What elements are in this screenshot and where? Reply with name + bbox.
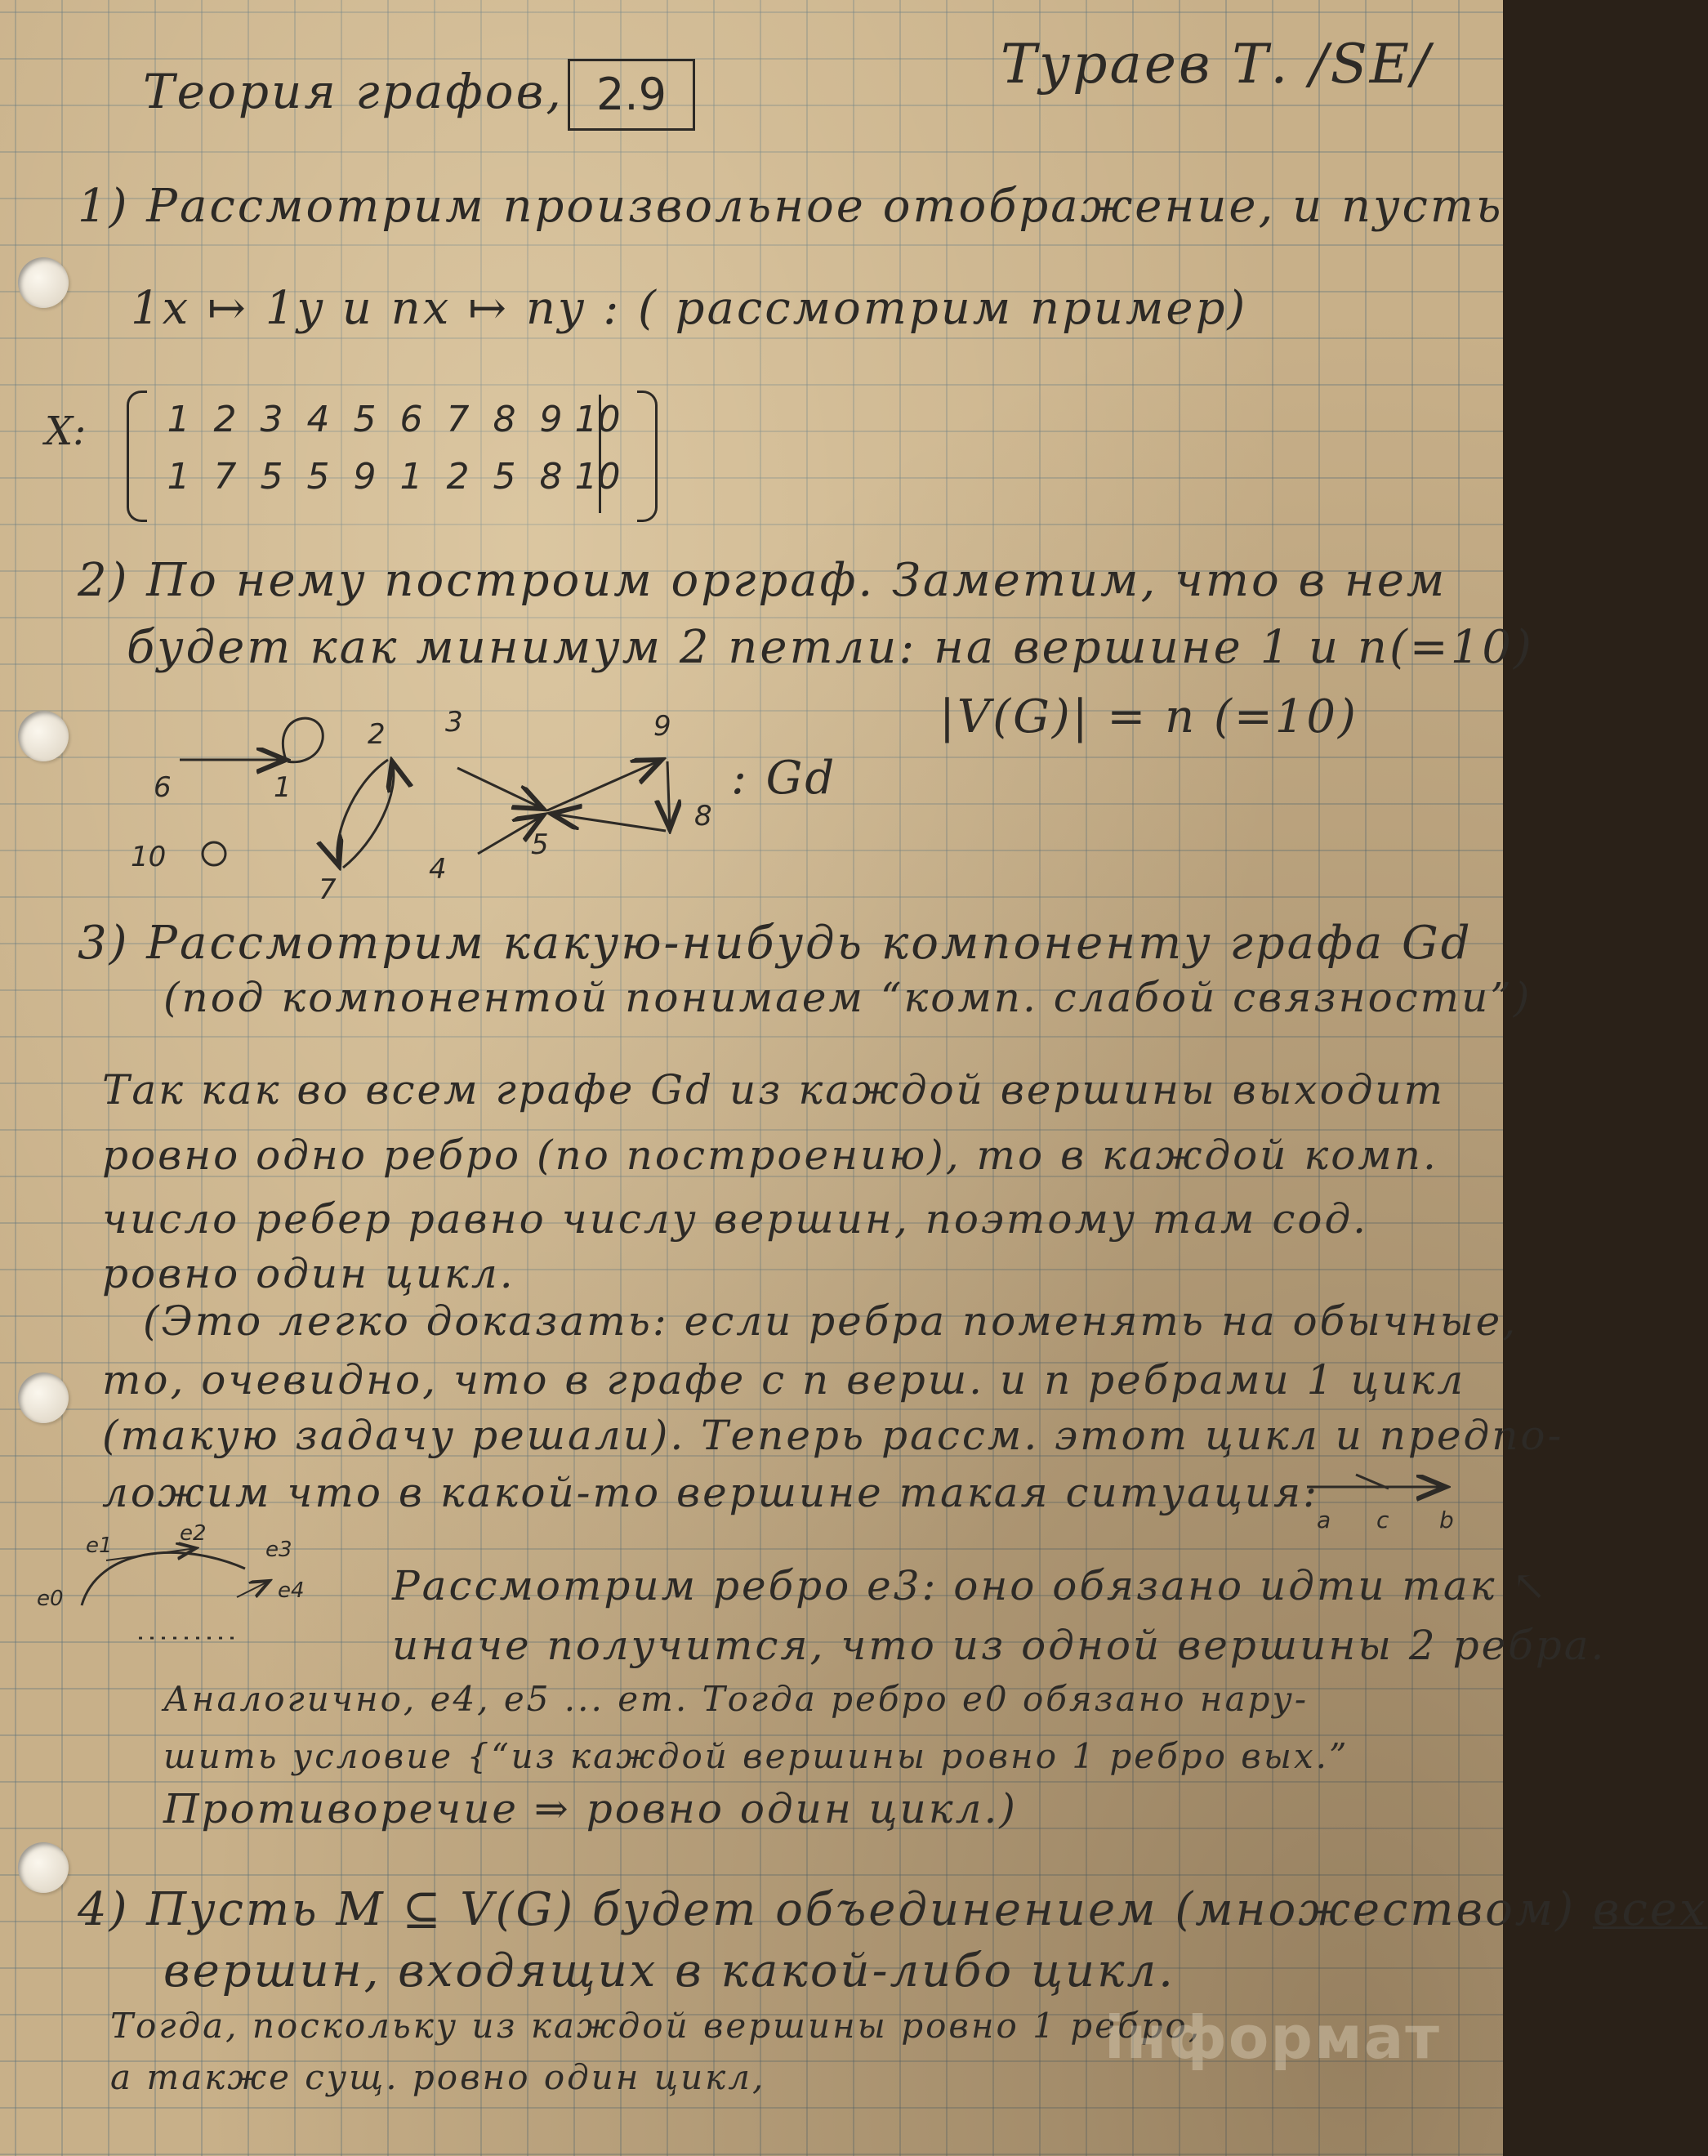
edge-label: e2 (180, 1521, 207, 1546)
edge-label: e3 (265, 1538, 292, 1562)
matrix-label: X: (45, 408, 87, 454)
matrix-cell: 5 (306, 456, 330, 498)
section4-line3: Тогда, поскольку из каждой вершины ровно 1 ребро, (110, 2006, 1202, 2046)
matrix-cell: 3 (260, 399, 283, 440)
matrix-cell: 10 (574, 456, 621, 498)
section3-text: Противоречие ⇒ ровно один цикл.) (163, 1785, 1018, 1832)
matrix-cell: 8 (539, 456, 563, 498)
edge-9-8 (667, 761, 670, 829)
matrix-row-bottom (155, 456, 621, 513)
section3-text: Так как во всем графе Gd из каждой вершины выходит (102, 1066, 1446, 1114)
loop-1 (283, 718, 323, 762)
section2-line2: будет как минимум 2 петли: на вершине 1 и n(=10) (127, 621, 1534, 674)
matrix-cell: 2 (213, 399, 237, 440)
sketch-label: c (1376, 1507, 1389, 1533)
matrix-row-top (155, 399, 621, 456)
section3-line1: 3) Рассмотрим какую-нибудь компоненту графа Gd (78, 917, 1473, 970)
matrix-bracket-left (127, 391, 147, 522)
edge-e2 (106, 1548, 196, 1560)
section3-text: Рассмотрим ребро e3: оно обязано идти так ↖ (392, 1562, 1550, 1609)
matrix-cell: 6 (399, 399, 423, 440)
section3-text: (такую задачу решали). Теперь рассм. этот цикл и предпо- (102, 1412, 1564, 1459)
matrix-cell: 1 (399, 456, 423, 498)
vertex-label: 4 (429, 853, 447, 886)
cycle-sketch (33, 1515, 327, 1663)
edge-label: e0 (37, 1587, 64, 1611)
vertex-label: 10 (131, 841, 167, 873)
vertex-label: 7 (319, 873, 337, 906)
section3-text: ровно один цикл. (102, 1250, 515, 1297)
section3-text: иначе получится, что из одной вершины 2 ребра. (392, 1622, 1607, 1669)
edge-3-5 (457, 768, 543, 809)
section4-line1 (78, 1883, 1708, 1936)
section3-text: ровно одно ребро (по построению), то в каждой комп. (102, 1132, 1438, 1179)
section4-line2: вершин, входящих в какой-либо цикл. (163, 1944, 1175, 1998)
matrix-cell: 1 (167, 399, 190, 440)
vertex-label: 5 (531, 828, 549, 861)
cycle-arc (82, 1552, 245, 1605)
section1-line2: 1x ↦ 1y и nx ↦ ny : ( рассмотрим пример) (131, 282, 1248, 335)
section4-emphasis: всех (1592, 1883, 1708, 1936)
page-title: Теория графов, (143, 64, 564, 119)
situation-sketch (1299, 1462, 1462, 1536)
binder-hole (18, 1373, 69, 1423)
section4-line1-text: 4) Пусть M ⊆ V(G) будет объединением (множеством) (78, 1883, 1576, 1936)
section1-line1: 1) Рассмотрим произвольное отображение, и пусть (78, 180, 1504, 233)
binder-hole (18, 711, 69, 761)
section3-text: то, очевидно, что в графе с n верш. и n ребрами 1 цикл (102, 1356, 1466, 1404)
vertex-label: 2 (368, 718, 386, 751)
digraph-gd (114, 703, 850, 907)
sketch-label: b (1439, 1507, 1454, 1533)
edge-5-9 (547, 760, 662, 810)
matrix-cell: 9 (539, 399, 563, 440)
section4-line4: а также сущ. ровно один цикл, (110, 2057, 766, 2097)
matrix-cell: 10 (574, 399, 621, 440)
sketch-label: a (1317, 1507, 1331, 1533)
binder-hole (18, 257, 69, 308)
matrix-cell: 8 (493, 399, 516, 440)
matrix-cell: 9 (353, 456, 377, 498)
matrix-cell: 2 (446, 456, 470, 498)
binder-hole (18, 1842, 69, 1893)
matrix-cell: 5 (493, 456, 516, 498)
mapping-matrix (127, 391, 658, 521)
edge-label: e4 (278, 1578, 305, 1603)
section2-line1: 2) По нему построим орграф. Заметим, что в нем (78, 554, 1447, 607)
matrix-cell: 5 (353, 399, 377, 440)
section3-text: число ребер равно числу вершин, поэтому там сод. (102, 1195, 1369, 1243)
edge-label: e1 (86, 1533, 113, 1558)
vertex-label: 9 (653, 710, 671, 743)
section3-text: (Это легко доказать: если ребра поменять на обычные, (143, 1297, 1518, 1345)
matrix-cell: 7 (213, 456, 237, 498)
vertex-label: 8 (694, 800, 712, 832)
section3-text: Аналогично, e4, e5 ... em. Тогда ребро e0 обязано нару- (163, 1679, 1309, 1719)
edge-8-5 (551, 814, 666, 831)
section3-text: шить условие {“из каждой вершины ровно 1 ребро вых.” (163, 1736, 1349, 1776)
watermark: інформат (1104, 2003, 1442, 2072)
edge-e4 (237, 1581, 270, 1597)
vertex-count: |V(G)| = n (=10) (939, 690, 1358, 743)
vertex-label: 3 (445, 706, 463, 739)
section3-line2: (под компонентой понимаем “комп. слабой связности”) (163, 974, 1532, 1021)
vertex-label: 1 (274, 771, 292, 804)
vertex-label: 6 (154, 771, 172, 804)
matrix-cell: 1 (167, 456, 190, 498)
matrix-bracket-right (637, 391, 658, 522)
section3-text: ложим что в какой-то вершине такая ситуация: (102, 1469, 1320, 1516)
task-number-box: 2.9 (568, 59, 695, 131)
matrix-cell: 7 (446, 399, 470, 440)
graph-name: : Gd (731, 752, 837, 805)
loop-10 (203, 842, 225, 865)
matrix-cell: 5 (260, 456, 283, 498)
author-name: Тураев Т. /SE/ (1001, 33, 1433, 96)
matrix-cell: 4 (306, 399, 330, 440)
